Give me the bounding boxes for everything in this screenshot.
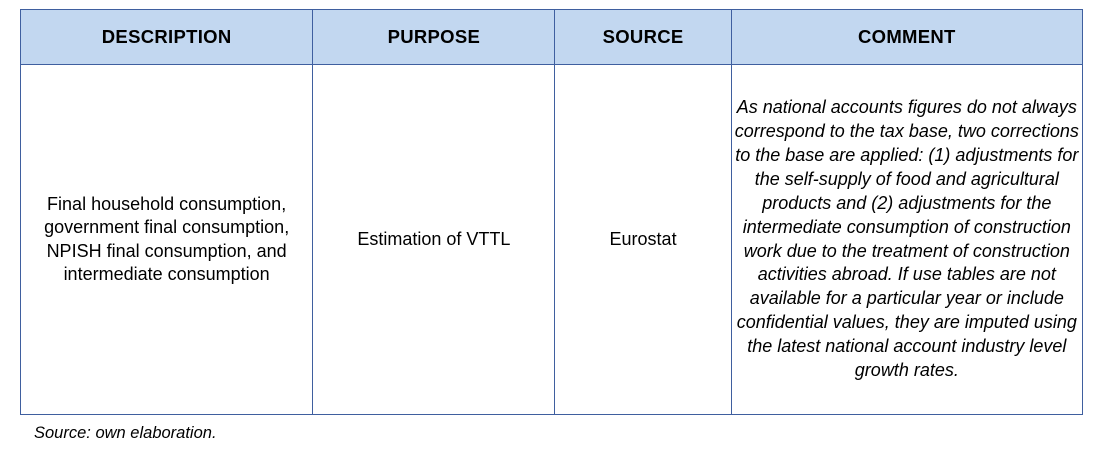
source-note: Source: own elaboration. [34, 424, 217, 442]
table-row [21, 65, 1083, 415]
table-body [21, 65, 1083, 415]
cell-source: Eurostat [555, 65, 731, 415]
cell-comment: As national accounts figures do not always correspond to the tax base, two corrections to the base are applied: (1) adjustments for the self-supply of food and agricultural products and (2) adjustments for the intermediate consumption of construction work due to the treatment of construction activities abroad. If use tables are not available for a particular year or include confidential values, they are imputed using the latest national account industry level growth rates. [731, 65, 1082, 415]
table-header [21, 10, 1083, 65]
column-header-source: SOURCE [555, 10, 731, 65]
table-container [20, 9, 1083, 415]
table-header-row [21, 10, 1083, 65]
column-header-purpose: PURPOSE [313, 10, 555, 65]
data-table [20, 9, 1083, 415]
column-header-description: DESCRIPTION [21, 10, 313, 65]
column-header-comment: COMMENT [731, 10, 1082, 65]
cell-purpose: Estimation of VTTL [313, 65, 555, 415]
cell-description: Final household consumption, government final consumption, NPISH final consumption, and intermediate consumption [21, 65, 313, 415]
